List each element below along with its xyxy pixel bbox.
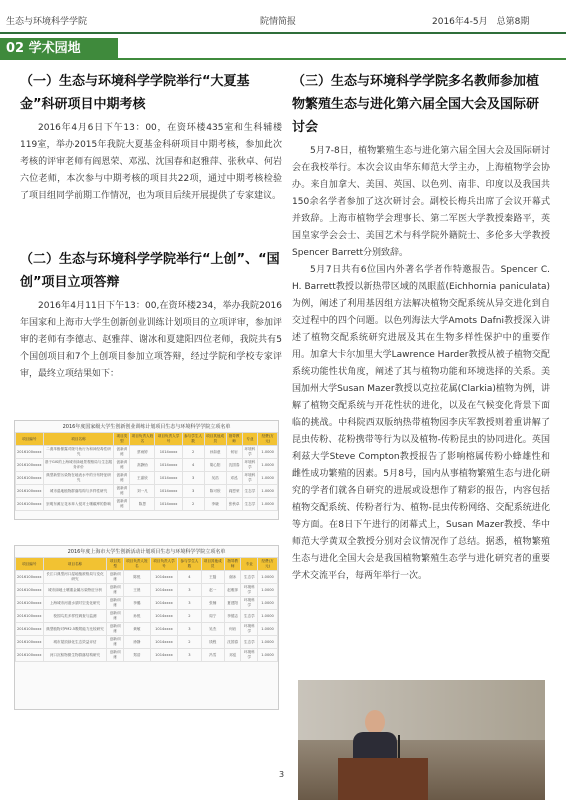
table-cell: 1.0000 [258, 571, 278, 584]
table-cell: 王晨 [124, 584, 151, 597]
table-header-cell: 项目编号 [16, 558, 44, 571]
table-cell: 1014xxxx [155, 498, 182, 511]
table-cell: 邓泓 [224, 649, 241, 662]
table-cell: 典型新型污染物在地表水中的分布特征研究 [43, 472, 114, 485]
page-number: 3 [279, 770, 285, 779]
article-1 [20, 70, 282, 205]
table-header-cell: 指导教师 [226, 433, 242, 446]
table-cell: 创新训练 [107, 571, 124, 584]
table-cell: 1014xxxx [150, 571, 178, 584]
table-cell: 李晓 [204, 498, 226, 511]
section-divider [118, 58, 566, 60]
table-cell: 创新训练 [114, 459, 130, 472]
table-cell: 生态学 [242, 485, 258, 498]
table-cell: 创新训练 [107, 584, 124, 597]
table-header-cell: 项目负责人学号 [150, 558, 178, 571]
table-cell: 环境科学 [241, 649, 258, 662]
header-issue: 2016年4-5月 总第8期 [432, 17, 530, 27]
table-cell: 1.0000 [258, 472, 278, 485]
table-2-title: 2016年度上海市大学生创新活动计划项目生态与环境科学学院立项名单 [67, 549, 226, 555]
table-cell: 生态学 [241, 571, 258, 584]
table-cell: 创新训练 [107, 610, 124, 623]
table-cell: 孙如意 [204, 446, 226, 459]
table-cell: 郑浩 [124, 649, 151, 662]
table-cell: 1014xxxx [155, 472, 182, 485]
table-cell: 3 [178, 597, 201, 610]
table-cell: 城市屋顶绿化生态效益评估 [43, 636, 107, 649]
table-row [16, 459, 278, 472]
table-cell: 二溴苯酚暴露对斑马鱼行为和神经毒性研究 [43, 446, 114, 459]
section-tag: 02 学术园地 [0, 38, 118, 60]
table-cell: 环境科学 [241, 597, 258, 610]
table-header-cell: 项目负责人姓名 [130, 433, 155, 446]
table-cell: 1014xxxx [155, 485, 182, 498]
table-cell: 李璐 [124, 597, 151, 610]
table-cell: 环境科学 [242, 459, 258, 472]
table-cell: 王嘉欣 [130, 472, 155, 485]
table-cell: 蔡雨婷 [130, 446, 155, 459]
table-cell: 2016100xxxx [16, 446, 44, 459]
table-row [16, 649, 278, 662]
table-cell: 2016100xxxx [16, 459, 44, 472]
table-cell: 1.0000 [258, 623, 278, 636]
table-cell: 环境科学 [242, 446, 258, 459]
photo-background [298, 680, 545, 740]
table-cell: 环境科学 [241, 623, 258, 636]
header-college: 生态与环境科学学院 [6, 17, 88, 27]
table-cell: 沈国春 [224, 636, 241, 649]
article-3 [292, 70, 550, 585]
table-cell: 4 [178, 571, 201, 584]
table-cell: 3 [178, 623, 201, 636]
table-cell: 3 [182, 472, 204, 485]
table-header-cell: 经费(万元) [258, 433, 278, 446]
table-cell: 吴杰 [201, 623, 224, 636]
table-cell: 典型植物对PM2.5吸附能力比较研究 [43, 623, 107, 636]
table-cell: 胡心阳 [204, 459, 226, 472]
table-header-cell: 项目类型 [114, 433, 130, 446]
table-cell: 创新训练 [107, 636, 124, 649]
table-cell: 创新训练 [114, 472, 130, 485]
table-cell: 2 [178, 636, 201, 649]
photo-podium [338, 758, 428, 800]
table-cell: 4 [182, 459, 204, 472]
table-row [16, 498, 278, 511]
table-1-title: 2016年度国家级大学生创新创业训练计划项目生态与环境科学学院立项名单 [62, 424, 231, 430]
table-row [16, 610, 278, 623]
table-2 [15, 557, 278, 662]
table-shanghai-projects [14, 545, 279, 710]
table-cell: 何岩 [226, 446, 242, 459]
table-cell: 阎恩荣 [226, 485, 242, 498]
table-cell: 环境科学 [242, 472, 258, 485]
table-header-cell: 项目其他成员 [204, 433, 226, 446]
table-cell: 环境科学 [241, 584, 258, 597]
table-cell: 1014xxxx [155, 446, 182, 459]
table-cell: 1014xxxx [150, 636, 178, 649]
table-cell: 3 [178, 584, 201, 597]
table-cell: 2 [182, 446, 204, 459]
article-3-title: （三）生态与环境科学学院多名教师参加植物繁殖生态与进化第六届全国大会及国际研讨会 [292, 74, 540, 135]
table-header-cell: 项目编号 [16, 433, 44, 446]
table-cell: 创新训练 [114, 446, 130, 459]
table-header-cell: 参与学生人数 [178, 558, 201, 571]
table-cell: 刘一凡 [130, 485, 155, 498]
table-1 [15, 432, 278, 511]
table-row [16, 446, 278, 459]
table-cell: 何岩 [224, 623, 241, 636]
table-cell: 吴浩 [204, 472, 226, 485]
table-cell: 崇明东滩互花米草入侵对土壤碳库的影响 [43, 498, 114, 511]
table-cell: 张秋卓 [226, 498, 242, 511]
table-cell: 河口沉积物微生物群落结构研究 [43, 649, 107, 662]
table-cell: 生态学 [241, 610, 258, 623]
article-2 [20, 248, 282, 383]
table-header-cell: 参与学生人数 [182, 433, 204, 446]
table-cell: 陈可欣 [204, 485, 226, 498]
table-row [16, 597, 278, 610]
table-cell: 2 [178, 610, 201, 623]
table-cell: 创新训练 [107, 649, 124, 662]
table-cell: 1.0000 [258, 446, 278, 459]
table-cell: 2016100xxxx [16, 485, 44, 498]
table-cell: 1.0000 [258, 636, 278, 649]
table-row [16, 623, 278, 636]
table-cell: 高静怡 [130, 459, 155, 472]
table-cell: 孙悦 [124, 610, 151, 623]
table-cell: 1.0000 [258, 610, 278, 623]
table-cell: 夏建阳 [224, 597, 241, 610]
table-row [16, 472, 278, 485]
table-national-projects [14, 420, 279, 520]
table-cell: 1014xxxx [150, 597, 178, 610]
table-cell: 2016100xxxx [16, 472, 44, 485]
table-cell: 创新训练 [107, 597, 124, 610]
table-header-cell: 指导教师 [224, 558, 241, 571]
table-cell: 1.0000 [258, 485, 278, 498]
table-cell: 1.0000 [258, 498, 278, 511]
table-cell: 赵雅萍 [224, 584, 241, 597]
article-1-body: 2016年4月6日下午13：00，在资环楼435室和生科辅楼119室，举办2015年我院大夏基金科研项目中期考核，参加此次考核的评审老师有阎恩荣、邓泓、沈国春和赵雅萍、张秋卓、何岩六位老师，本次参与中期考核的项目共22项，通过中期考核检验了项目组同学前期工作情况，也为项目后续开展提供了专家建议。 [20, 123, 282, 201]
table-cell: 创新训练 [107, 623, 124, 636]
table-cell: 1.0000 [258, 584, 278, 597]
table-cell: 谢冰 [224, 571, 241, 584]
table-header-cell: 专业 [242, 433, 258, 446]
table-row [16, 485, 278, 498]
table-cell: 生态学 [241, 636, 258, 649]
header-publication: 院情简报 [260, 17, 297, 27]
table-cell: 长江口典型河口湿地植被格局与变化研究 [43, 571, 107, 584]
table-header-cell: 专业 [241, 558, 258, 571]
table-cell: 城市绿地土壤重金属污染特征分析 [43, 584, 107, 597]
table-cell: 2016100xxxx [16, 636, 44, 649]
table-cell: 1.0000 [258, 649, 278, 662]
header-divider [0, 32, 566, 34]
table-cell: 黄敏 [124, 623, 151, 636]
table-cell: 2 [182, 498, 204, 511]
table-cell: 生态学 [242, 498, 258, 511]
table-cell: 1014xxxx [150, 610, 178, 623]
table-cell: 王磊 [201, 571, 224, 584]
table-cell: 2016100xxxx [16, 623, 44, 636]
page-header [0, 0, 566, 36]
table-cell: 钱程 [201, 636, 224, 649]
table-header-cell: 项目负责人姓名 [124, 558, 151, 571]
table-cell: 2016100xxxx [16, 610, 44, 623]
table-cell: 周宁 [201, 610, 224, 623]
table-row [16, 571, 278, 584]
table-row [16, 584, 278, 597]
table-cell: 1.0000 [258, 597, 278, 610]
table-cell: 赵一 [201, 584, 224, 597]
article-2-body: 2016年4月11日下午13：00,在资环楼234，举办我院2016年国家和上海市大学生创新创业训练计划项目的立项评审，参加评审的老师有李德志、赵雅萍、谢冰和夏建阳四位老师，我院共有5个国创项目和7个上创项目参加立项答辩，经过学院和学校专家评审，最终立项结果如下： [20, 301, 282, 379]
table-cell: 邓泓 [226, 472, 242, 485]
table-cell: 2016100xxxx [16, 498, 44, 511]
table-cell: 2016100xxxx [16, 649, 44, 662]
table-cell: 基于GIS的上海城市绿地景观格局与生态服务评价 [43, 459, 114, 472]
table-cell: 1.0000 [258, 459, 278, 472]
table-cell: 城市湿地植物群落结构与多样性研究 [43, 485, 114, 498]
table-cell: 校园鸟类多样性调查与监测 [43, 610, 107, 623]
table-cell: 2016100xxxx [16, 584, 44, 597]
table-row [16, 636, 278, 649]
conference-speaker-photo [298, 680, 545, 800]
table-cell: 上海城市河道水质时空变化研究 [43, 597, 107, 610]
table-header-cell: 项目负责人学号 [155, 433, 182, 446]
table-cell: 沈国春 [226, 459, 242, 472]
table-cell: 陈思 [130, 498, 155, 511]
table-cell: 陈悦 [124, 571, 151, 584]
article-1-title: （一）生态与环境科学学院举行“大夏基金”科研项目中期考核 [20, 74, 250, 112]
microphone-icon [398, 735, 400, 759]
article-2-title: （二）生态与环境科学学院举行“上创”、“国创”项目立项答辩 [20, 252, 280, 290]
table-cell: 3 [178, 649, 201, 662]
table-cell: 张楠 [201, 597, 224, 610]
table-cell: 1014xxxx [155, 459, 182, 472]
table-cell: 1014xxxx [150, 649, 178, 662]
table-header-cell: 项目类型 [107, 558, 124, 571]
table-header-cell: 项目名称 [43, 558, 107, 571]
table-cell: 2016100xxxx [16, 571, 44, 584]
article-3-para-2: 5月7日共有6位国内外著名学者作特邀报告。Spencer C. H. Barrett教授以新热带区域的凤眼蓝(Eichhornia paniculata)为例，阐述了利用基因组方法解决植物交配系统从异交进化到自交过程中的四个问题。以色列海法大学Amots Dafni教授深入讲述了植物交配系统研究进展及其在生物多样性保护中的重要作用。加拿大卡尔加里大学Lawrence Harder教授从被子植物交配系统功能性状角度，阐述了其与植物功能和环境选择的关系。美国加州大学Susan Mazer教授以克拉花属(Clarkia)植物为例，讲解了植物交配系统与开花性状的进化，以及在气候变化背景下面临的挑战。中科院西双版纳热带植物园李庆军教授则着重讲解了昆虫传粉、花粉携带等行为以及植物-传粉昆虫的协同进化。英国利兹大学Steve Compton教授报告了影响榕属传粉小蜂雄性和雌性成功繁殖的因素。5月8号，国内从事植物繁殖生态与进化研究的学者们就各自研究的进展或设想作了精彩的报告，内容包括植物交配系统、传粉者行为、植物-昆虫传粉网络、交配系统进化等方面。在8日下午进行的闭幕式上，Susan Mazer教授、华中师范大学黄双全教授分别对会议情况作了总结。据悉，植物繁殖生态与进化全国大会是我国植物繁殖生态学与进化研究者的重要学术交流平台，每两年举行一次。 [292, 265, 550, 581]
table-cell: 创新训练 [114, 485, 130, 498]
table-cell: 创新训练 [114, 498, 130, 511]
table-cell: 李德志 [224, 610, 241, 623]
table-cell: 1014xxxx [150, 623, 178, 636]
table-header-cell: 项目名称 [43, 433, 114, 446]
table-cell: 徐静 [124, 636, 151, 649]
table-cell: 2016100xxxx [16, 597, 44, 610]
table-cell: 冯雪 [201, 649, 224, 662]
article-3-para-1: 5月7-8日，植物繁殖生态与进化第六届全国大会及国际研讨会在我校举行。本次会议由华东师范大学主办，上海植物学会协办。来自加拿大、美国、英国、以色列、南非、印度以及我国共150余名学者参加了这次研讨会。副校长梅兵出席了会议开幕式并致辞。上海市植物学会理事长、第二军医大学教授秦路平，英国皇家学会会士、美国艺术与科学院外籍院士、多伦多大学教授Spencer Barrett分别致辞。 [292, 146, 550, 258]
table-header-cell: 经费(万元) [258, 558, 278, 571]
table-cell: 3 [182, 485, 204, 498]
table-header-cell: 项目其他成员 [201, 558, 224, 571]
table-cell: 1014xxxx [150, 584, 178, 597]
